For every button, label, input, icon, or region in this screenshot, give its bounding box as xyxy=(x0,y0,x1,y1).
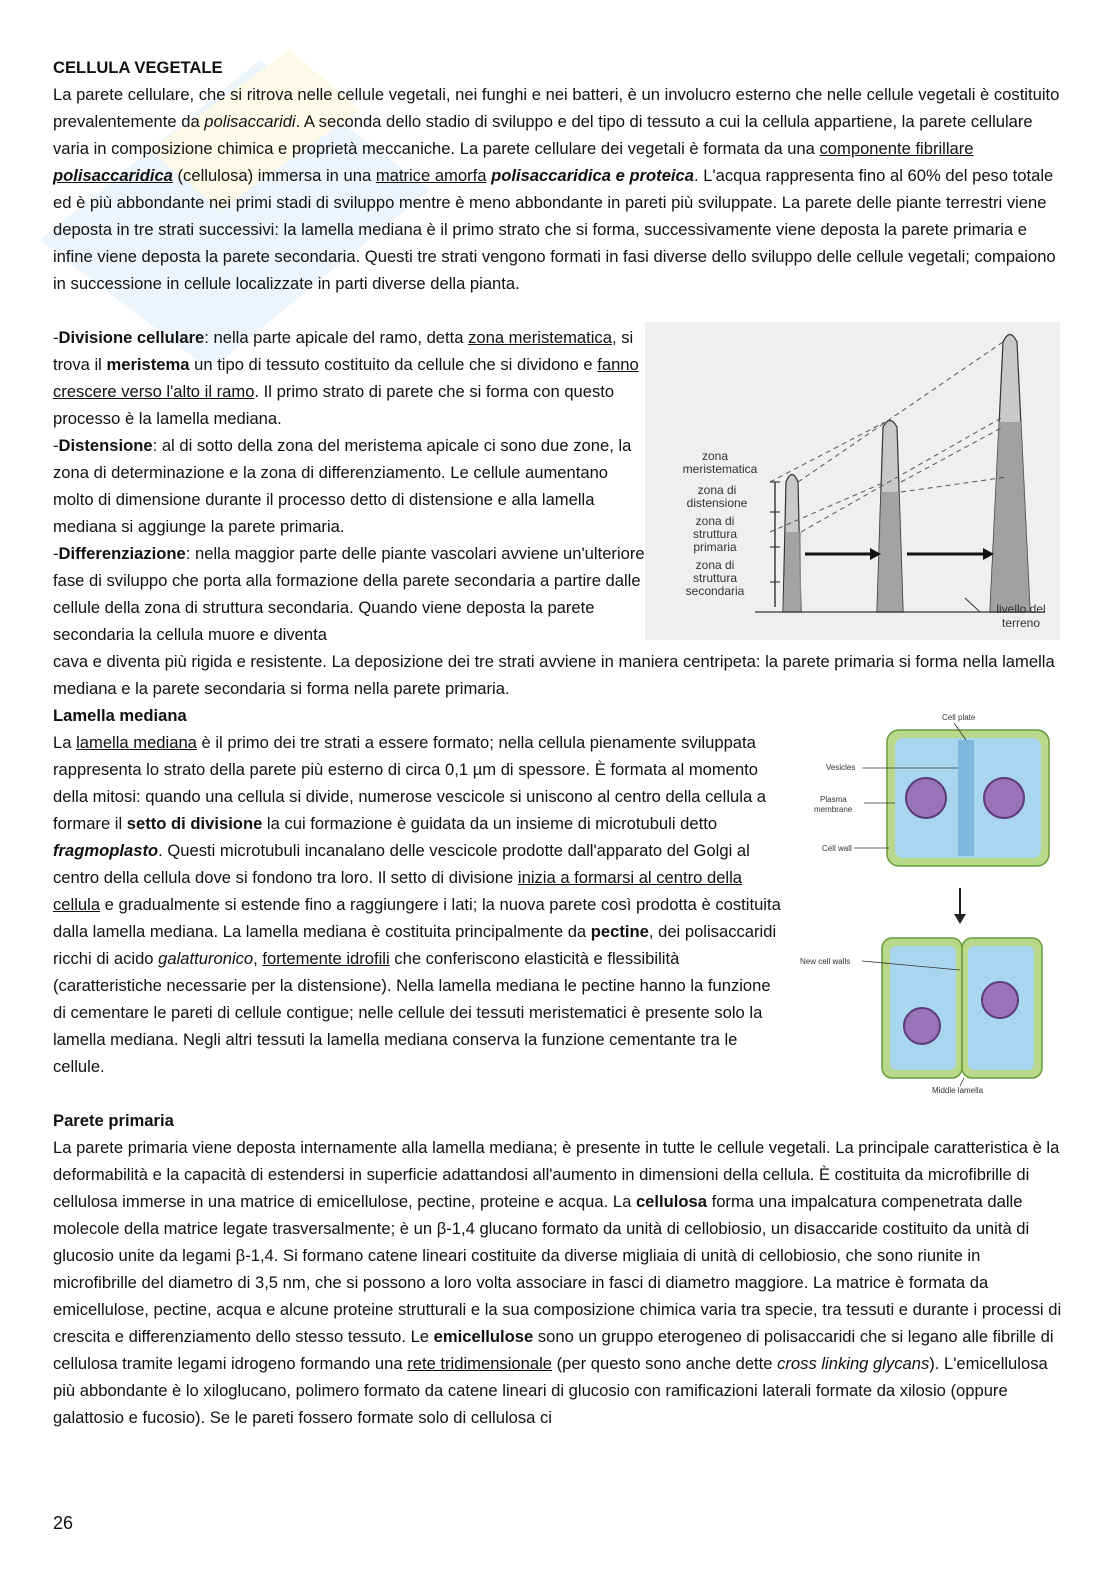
lamella-paragraph: La lamella mediana è il primo dei tre strati a essere formato; nella cellula pienamente sviluppata rappresenta lo strato della parete più esterno di circa 0,1 µm di spessore. È formata al momento della mitosi: quando una cellula si divide, numerose vescicole si uniscono al centro della cellula a formare il setto di divisione la cui formazione è guidata da un insieme di microtubuli detto fragmoplasto. Questi microtubuli incanalano delle vescicole prodotte dall'apparato del Golgi al centro della cellula dove si fondono tra loro. Il setto di divisione inizia a formarsi al centro della cellula e gradualmente si estende fino a raggiungere i lati; la nuova parete così prodotta è costituita dalla lamella mediana. La lamella mediana è costituita principalmente da pectine, dei polisaccaridi ricchi di acido galatturonico, fortemente idrofili che conferiscono elasticità e flessibilità (caratteristiche necessarie per la distensione). Nella lamella mediana le pectine hanno la funzione di cementare le pareti di cellule contigue; nelle cellule dei tessuti meristematici è presente solo la lamella mediana. Negli altri tessuti la lamella mediana conserva la funzione cementante tra le cellule. xyxy=(53,733,781,1076)
nucleus-right-top xyxy=(984,778,1024,818)
differentiation-paragraph: -Differenziazione: nella maggior parte delle piante vascolari avviene un'ulteriore fase di sviluppo che porta alla formazione della parete secondaria a partire dalle cellule della zona di struttura secondaria. Quando viene deposta la parete secondaria la cellula muore e diventa xyxy=(53,544,645,644)
heading-parete-primaria: Parete primaria xyxy=(53,1111,174,1130)
nucleus-left-top xyxy=(906,778,946,818)
intro-section xyxy=(53,54,1063,297)
cell-plate-vesicles xyxy=(958,740,974,856)
growth-phases-section xyxy=(53,324,653,648)
cell-plate-figure xyxy=(792,708,1060,1098)
label-livello-terreno: livello del terreno xyxy=(996,602,1046,630)
division-paragraph: -Divisione cellulare: nella parte apicale del ramo, detta zona meristematica, si trova il meristema un tipo di tessuto costituito da cellule che si dividono e fanno crescere verso l'alto il ramo. Il primo strato di parete che si forma con questo processo è la lamella mediana. xyxy=(53,328,639,428)
intro-paragraph: La parete cellulare, che si ritrova nelle cellule vegetali, nei funghi e nei batteri, è un involucro esterno che nelle cellule vegetali è costituito prevalentemente da polisaccaridi. A seconda dello stadio di sviluppo e del tipo di tessuto a cui la cellula appartiene, la parete cellulare varia in composizione chimica e proprietà meccaniche. La parete cellulare dei vegetali è formata da una componente fibrillare polisaccaridica (cellulosa) immersa in una matrice amorfa polisaccaridica e proteica. L'acqua rappresenta fino al 60% del peso totale ed è più abbondante nei primi stadi di sviluppo mentre è meno abbondante in pareti più sviluppate. La parete delle piante terrestri viene deposta in tre strati successivi: la lamella mediana è il primo strato che si forma, successivamente viene deposta la parete primaria e infine viene deposta la parete secondaria. Questi tre strati vengono formati in fasi diverse dello sviluppo delle cellule vegetali; compaiono in successione in cellule localizzate in parti diverse della pianta. xyxy=(53,85,1060,293)
nucleus-bottom-right xyxy=(982,982,1018,1018)
page-number: 26 xyxy=(53,1513,74,1533)
plant-growth-zones-figure xyxy=(645,322,1060,640)
label-plasma-membrane: Plasma membrane xyxy=(814,795,853,814)
label-vesicles: Vesicles xyxy=(826,763,856,772)
differentiation-continued: cava e diventa più rigida e resistente. La deposizione dei tre strati avviene in maniera centripeta: la parete primaria si forma nella lamella mediana e la parete secondaria si forma nella parete primaria. Lamella mediana xyxy=(53,648,1063,729)
lamella-section xyxy=(53,729,788,1080)
label-middle-lamella: Middle lamella xyxy=(932,1086,984,1095)
label-zona-struttura-primaria: zona di struttura primaria xyxy=(692,514,738,554)
label-zona-struttura-secondaria: zona di struttura secondaria xyxy=(685,558,745,598)
label-zona-distensione: zona di distensione xyxy=(686,483,748,510)
label-cell-wall: Cell wall xyxy=(822,844,852,853)
label-zona-meristematica: zona meristematica xyxy=(682,449,758,476)
label-new-cell-walls: New cell walls xyxy=(800,957,851,966)
primary-wall-paragraph: La parete primaria viene deposta internamente alla lamella mediana; è presente in tutte le cellule vegetali. La principale caratteristica è la deformabilità e la capacità di estendersi in superficie adattandosi all'aumento in dimensioni della cellula. È costituita da microfibrille di cellulosa immerse in una matrice di emicellulose, pectine, proteine e acqua. La cellulosa forma una impalcatura compenetrata dalle molecole della matrice legate trasversalmente; è un β-1,4 glucano formato da unità di cellobiosio, un disaccaride costituito da unità di glucosio unite da legami β-1,4. Si formano catene lineari costituite da diverse migliaia di unità di cellobiosio, che sono riunite in microfibrille del diametro di 3,5 nm, che si possono a loro volta associare in fasci di diametro maggiore. La matrice è formata da emicellulose, pectine, acqua e alcune proteine strutturali e la sua composizione chimica varia tra specie, tra tessuti e durante i processi di crescita e differenziamento dello stesso tessuto. Le emicellulose sono un gruppo eterogeneo di polisaccaridi che si legano alle fibrille di cellulosa tramite legami idrogeno formando una rete tridimensionale (per questo sono anche dette cross linking glycans). L'emicellulosa più abbondante è lo xiloglucano, polimero formato da catene lineari di glucosio con ramificazioni laterali formate da xilosio (oppure galattosio e fucosio). Se le pareti fossero formate solo di cellulosa ci xyxy=(53,1138,1062,1427)
primary-wall-section xyxy=(53,1107,1063,1431)
label-cell-plate: Cell plate xyxy=(942,713,976,722)
heading-lamella-mediana: Lamella mediana xyxy=(53,706,187,725)
heading-cellula-vegetale: CELLULA VEGETALE xyxy=(53,58,223,77)
distension-paragraph: -Distensione: al di sotto della zona del meristema apicale ci sono due zone, la zona di determinazione e la zona di differenziamento. Le cellule aumentano molto di dimensione durante il processo detto di distensione e alla lamella mediana si aggiunge la parete primaria. xyxy=(53,436,632,536)
nucleus-bottom-left xyxy=(904,1008,940,1044)
